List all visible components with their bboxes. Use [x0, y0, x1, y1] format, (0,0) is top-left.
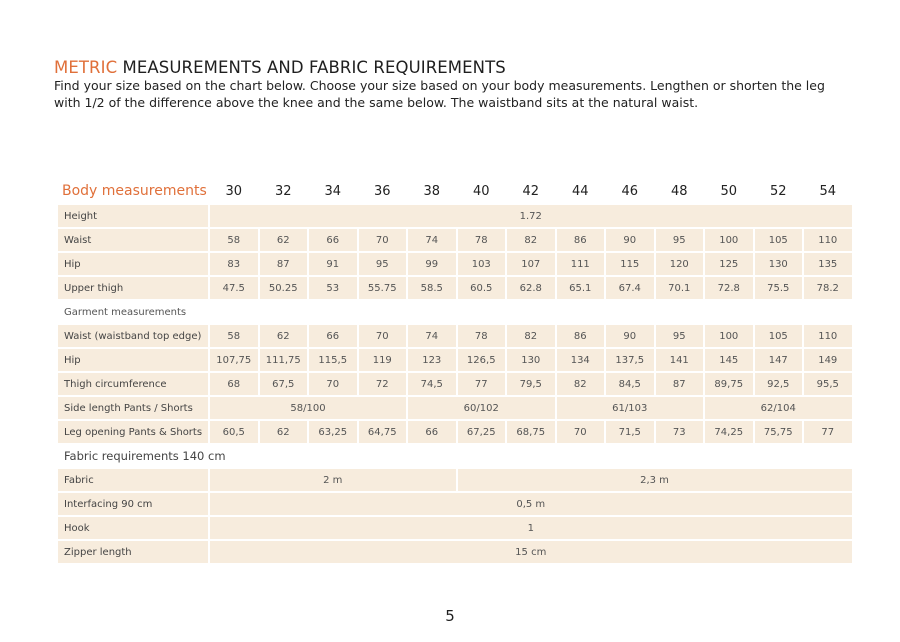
table-cell: 145: [705, 349, 753, 371]
table-cell: 120: [656, 253, 704, 275]
table-cell: 71,5: [606, 421, 654, 443]
table-cell: 90: [606, 229, 654, 251]
table-cell: 86: [557, 229, 605, 251]
table-cell: 91: [309, 253, 357, 275]
intro-text: Find your size based on the chart below. Choose your size based on your body measurements. Lengthen or shorten the leg with 1/2 of the difference above the knee and the same below. The waistband sits at the natural waist.: [54, 78, 825, 110]
table-cell: 60,5: [210, 421, 258, 443]
table-cell: 67,5: [260, 373, 308, 395]
table-cell: 2,3 m: [458, 469, 852, 491]
table-cell: 115: [606, 253, 654, 275]
table-cell: 90: [606, 325, 654, 347]
table-cell: 66: [309, 325, 357, 347]
table-cell: 58: [210, 229, 258, 251]
title-rest: MEASUREMENTS AND FABRIC REQUIREMENTS: [117, 58, 506, 77]
table-cell: 55.75: [359, 277, 407, 299]
table-cell: 105: [755, 229, 803, 251]
table-cell: 82: [557, 373, 605, 395]
table-cell: 79,5: [507, 373, 555, 395]
page-title: [54, 58, 506, 77]
table-cell: 66: [408, 421, 456, 443]
table-row: [58, 493, 852, 515]
table-cell: 115,5: [309, 349, 357, 371]
table-row: [58, 397, 852, 419]
table-cell: 110: [804, 325, 852, 347]
size-header: 42: [522, 183, 540, 199]
table-cell: 125: [705, 253, 753, 275]
table-cell: 2 m: [210, 469, 456, 491]
section-label: Fabric requirements 140 cm: [64, 449, 226, 463]
table-row: [58, 517, 852, 539]
table-cell: 73: [656, 421, 704, 443]
table-cell: 123: [408, 349, 456, 371]
table-cell: 107,75: [210, 349, 258, 371]
table-cell: 62: [260, 325, 308, 347]
size-header: 30: [225, 183, 243, 199]
table-cell: 149: [804, 349, 852, 371]
size-header: 50: [720, 183, 738, 199]
table-cell: 82: [507, 325, 555, 347]
table-cell: 95: [656, 229, 704, 251]
row-label: Leg opening Pants & Shorts: [58, 421, 208, 443]
table-cell: 67.4: [606, 277, 654, 299]
table-cell: 110: [804, 229, 852, 251]
table-cell: 62: [260, 229, 308, 251]
table-cell: 130: [755, 253, 803, 275]
table-cell: 75.5: [755, 277, 803, 299]
row-label: Hip: [58, 253, 208, 275]
table-row: [58, 325, 852, 347]
table-cell: 103: [458, 253, 506, 275]
table-cell: 89,75: [705, 373, 753, 395]
table-cell: 62: [260, 421, 308, 443]
row-label: Fabric: [58, 469, 208, 491]
table-cell: 126,5: [458, 349, 506, 371]
size-header: 40: [472, 183, 490, 199]
table-cell: 62/104: [705, 397, 852, 419]
table-cell: 87: [656, 373, 704, 395]
table-cell: 82: [507, 229, 555, 251]
section-row: [58, 445, 852, 467]
table-cell: 111,75: [260, 349, 308, 371]
row-label: Waist: [58, 229, 208, 251]
table-cell: 15 cm: [210, 541, 852, 563]
table-cell: 78: [458, 325, 506, 347]
section-label: Garment measurements: [64, 306, 187, 318]
size-header: 32: [274, 183, 292, 199]
table-cell: 61/103: [557, 397, 704, 419]
table-row: [58, 421, 852, 443]
title-accent: METRIC: [54, 58, 118, 77]
table-header-row: [58, 179, 852, 203]
table-cell: 47.5: [210, 277, 258, 299]
table-cell: 74,5: [408, 373, 456, 395]
table-cell: 74: [408, 325, 456, 347]
table-cell: 68: [210, 373, 258, 395]
table-row: [58, 349, 852, 371]
table-cell: 78: [458, 229, 506, 251]
table-cell: 92,5: [755, 373, 803, 395]
page-number: 5: [445, 607, 455, 625]
table-cell: 72: [359, 373, 407, 395]
table-cell: 66: [309, 229, 357, 251]
table-cell: 107: [507, 253, 555, 275]
table-cell: 68,75: [507, 421, 555, 443]
size-header: 36: [373, 183, 391, 199]
size-header: 48: [670, 183, 688, 199]
measurement-table: [56, 177, 854, 565]
row-label: Thigh circumference: [58, 373, 208, 395]
section-row: [58, 301, 852, 323]
table-cell: 72.8: [705, 277, 753, 299]
table-cell: 87: [260, 253, 308, 275]
table-cell: 1: [210, 517, 852, 539]
table-cell: 74: [408, 229, 456, 251]
row-label: Upper thigh: [58, 277, 208, 299]
size-header: 52: [769, 183, 787, 199]
table-cell: 100: [705, 229, 753, 251]
row-label: Height: [58, 205, 208, 227]
table-cell: 95: [359, 253, 407, 275]
table-cell: 95: [656, 325, 704, 347]
table-cell: 70: [557, 421, 605, 443]
table-cell: 53: [309, 277, 357, 299]
table-cell: 105: [755, 325, 803, 347]
table-cell: 74,25: [705, 421, 753, 443]
table-cell: 63,25: [309, 421, 357, 443]
table-cell: 60.5: [458, 277, 506, 299]
table-cell: 77: [458, 373, 506, 395]
table-cell: 70: [309, 373, 357, 395]
table-cell: 70: [359, 229, 407, 251]
header-label: Body measurements: [62, 183, 207, 199]
row-label: Side length Pants / Shorts: [58, 397, 208, 419]
row-label: Hook: [58, 517, 208, 539]
table-row: [58, 253, 852, 275]
table-cell: 58/100: [210, 397, 406, 419]
size-header: 38: [423, 183, 441, 199]
table-row: [58, 541, 852, 563]
table-cell: 65.1: [557, 277, 605, 299]
table-cell: 99: [408, 253, 456, 275]
table-cell: 64,75: [359, 421, 407, 443]
table-cell: 50.25: [260, 277, 308, 299]
row-label: Interfacing 90 cm: [58, 493, 208, 515]
table-cell: 119: [359, 349, 407, 371]
table-cell: 137,5: [606, 349, 654, 371]
table-cell: 86: [557, 325, 605, 347]
table-cell: 84,5: [606, 373, 654, 395]
table-cell: 0,5 m: [210, 493, 852, 515]
table-row: [58, 229, 852, 251]
size-header: 44: [571, 183, 589, 199]
table-cell: 111: [557, 253, 605, 275]
table-cell: 1.72: [210, 205, 852, 227]
table-cell: 147: [755, 349, 803, 371]
table-cell: 100: [705, 325, 753, 347]
table-row: [58, 277, 852, 299]
table-cell: 75,75: [755, 421, 803, 443]
row-label: Hip: [58, 349, 208, 371]
table-cell: 130: [507, 349, 555, 371]
size-header: 46: [621, 183, 639, 199]
table-cell: 95,5: [804, 373, 852, 395]
table-cell: 58: [210, 325, 258, 347]
table-cell: 135: [804, 253, 852, 275]
table-cell: 134: [557, 349, 605, 371]
row-label: Waist (waistband top edge): [58, 325, 208, 347]
table-cell: 67,25: [458, 421, 506, 443]
table-row: [58, 469, 852, 491]
size-header: 34: [324, 183, 342, 199]
table-cell: 60/102: [408, 397, 555, 419]
table-cell: 78.2: [804, 277, 852, 299]
table-cell: 141: [656, 349, 704, 371]
table-cell: 70: [359, 325, 407, 347]
table-cell: 62.8: [507, 277, 555, 299]
table-row: [58, 373, 852, 395]
row-label: Zipper length: [58, 541, 208, 563]
table-cell: 83: [210, 253, 258, 275]
table-cell: 77: [804, 421, 852, 443]
table-cell: 70.1: [656, 277, 704, 299]
size-header: 54: [819, 183, 837, 199]
table-cell: 58.5: [408, 277, 456, 299]
table-row: [58, 205, 852, 227]
